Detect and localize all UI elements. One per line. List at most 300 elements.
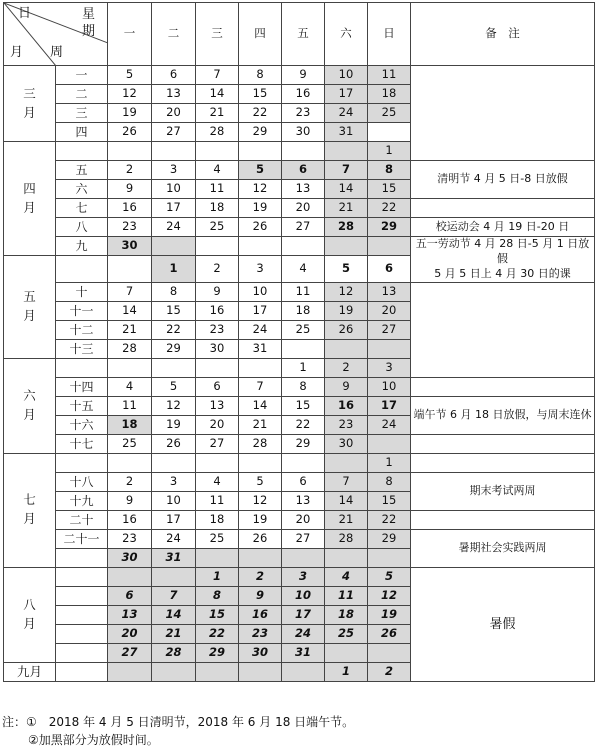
week-number — [56, 548, 108, 567]
day-cell: 7 — [108, 282, 152, 301]
day-cell: 27 — [152, 123, 196, 142]
corner-ri: 日 — [18, 6, 32, 21]
calendar-row — [4, 282, 595, 301]
day-cell: 12 — [239, 180, 282, 199]
day-cell: 25 — [368, 104, 411, 123]
day-cell: 9 — [196, 282, 239, 301]
day-cell: 6 — [108, 586, 152, 605]
day-cell — [368, 434, 411, 453]
day-cell: 10 — [152, 180, 196, 199]
day-cell: 26 — [368, 624, 411, 643]
day-cell — [239, 237, 282, 256]
remark-empty — [411, 377, 595, 396]
day-cell: 21 — [152, 624, 196, 643]
day-cell: 15 — [196, 605, 239, 624]
weekday-header: 五 — [282, 3, 325, 66]
week-number: 五 — [56, 161, 108, 180]
day-cell — [108, 142, 152, 161]
day-cell: 30 — [325, 434, 368, 453]
week-number: 十四 — [56, 377, 108, 396]
day-cell — [108, 256, 152, 283]
day-cell: 24 — [152, 218, 196, 237]
day-cell: 18 — [196, 199, 239, 218]
remark-empty — [411, 434, 595, 453]
day-cell: 10 — [239, 282, 282, 301]
day-cell — [325, 643, 368, 662]
month-label: 九月 — [4, 662, 56, 682]
day-cell: 24 — [239, 320, 282, 339]
day-cell — [196, 662, 239, 682]
month-label: 三 月 — [4, 66, 56, 142]
day-cell: 11 — [196, 491, 239, 510]
day-cell: 15 — [282, 396, 325, 415]
remark-labor: 五一劳动节 4 月 28 日-5 月 1 日放假 5 月 5 日上 4 月 30 日的课 — [411, 237, 595, 283]
day-cell: 28 — [325, 529, 368, 548]
week-number — [56, 605, 108, 624]
day-cell: 23 — [108, 529, 152, 548]
day-cell: 3 — [152, 472, 196, 491]
week-number: 一 — [56, 66, 108, 85]
day-cell: 4 — [108, 377, 152, 396]
day-cell: 6 — [196, 377, 239, 396]
remark-dragon: 端午节 6 月 18 日放假，与周末连休 — [411, 396, 595, 434]
weekday-header: 日 — [368, 3, 411, 66]
remark-summer: 暑假 — [411, 567, 595, 682]
day-cell: 23 — [239, 624, 282, 643]
weekday-header: 三 — [196, 3, 239, 66]
day-cell: 28 — [196, 123, 239, 142]
day-cell: 25 — [196, 529, 239, 548]
day-cell: 30 — [108, 548, 152, 567]
day-cell: 13 — [368, 282, 411, 301]
day-cell: 27 — [282, 529, 325, 548]
day-cell: 9 — [108, 180, 152, 199]
calendar-row — [4, 66, 595, 85]
remark-empty — [411, 199, 595, 218]
day-cell: 17 — [152, 510, 196, 529]
remark-practice: 暑期社会实践两周 — [411, 529, 595, 567]
day-cell — [152, 453, 196, 472]
day-cell: 2 — [368, 662, 411, 682]
corner-xing: 星 — [82, 7, 96, 22]
day-cell: 21 — [239, 415, 282, 434]
day-cell: 26 — [239, 218, 282, 237]
day-cell: 8 — [152, 282, 196, 301]
day-cell: 15 — [368, 491, 411, 510]
day-cell: 5 — [368, 567, 411, 586]
day-cell — [108, 453, 152, 472]
day-cell: 5 — [108, 66, 152, 85]
day-cell: 25 — [196, 218, 239, 237]
remark-empty — [411, 510, 595, 529]
day-cell: 5 — [325, 256, 368, 283]
day-cell — [325, 548, 368, 567]
day-cell: 21 — [108, 320, 152, 339]
calendar-row — [4, 218, 595, 237]
day-cell: 26 — [152, 434, 196, 453]
calendar-row — [4, 510, 595, 529]
day-cell — [239, 358, 282, 377]
day-cell — [239, 453, 282, 472]
week-number: 六 — [56, 180, 108, 199]
day-cell: 6 — [282, 472, 325, 491]
day-cell: 13 — [196, 396, 239, 415]
day-cell: 19 — [239, 199, 282, 218]
day-cell: 23 — [108, 218, 152, 237]
week-number: 九 — [56, 237, 108, 256]
day-cell: 20 — [108, 624, 152, 643]
school-calendar-table — [3, 2, 595, 682]
day-cell: 1 — [152, 256, 196, 283]
day-cell: 17 — [325, 85, 368, 104]
day-cell: 20 — [282, 510, 325, 529]
day-cell: 16 — [108, 199, 152, 218]
day-cell: 10 — [368, 377, 411, 396]
day-cell — [196, 453, 239, 472]
day-cell — [368, 548, 411, 567]
day-cell: 16 — [239, 605, 282, 624]
day-cell: 5 — [239, 472, 282, 491]
day-cell: 31 — [325, 123, 368, 142]
week-number: 三 — [56, 104, 108, 123]
day-cell: 17 — [239, 301, 282, 320]
remark-empty — [411, 66, 595, 161]
day-cell: 13 — [108, 605, 152, 624]
day-cell — [108, 567, 152, 586]
week-number: 十五 — [56, 396, 108, 415]
remark-sports: 校运动会 4 月 19 日-20 日 — [411, 218, 595, 237]
week-number: 十七 — [56, 434, 108, 453]
day-cell: 24 — [282, 624, 325, 643]
day-cell: 2 — [239, 567, 282, 586]
day-cell: 24 — [368, 415, 411, 434]
day-cell: 2 — [108, 472, 152, 491]
day-cell: 4 — [196, 472, 239, 491]
day-cell — [282, 453, 325, 472]
day-cell: 15 — [239, 85, 282, 104]
day-cell: 12 — [239, 491, 282, 510]
day-cell: 30 — [282, 123, 325, 142]
footnote-1: 注：① 2018 年 4 月 5 日清明节，2018 年 6 月 18 日端午节。 — [2, 715, 355, 729]
day-cell: 22 — [368, 510, 411, 529]
day-cell: 27 — [368, 320, 411, 339]
day-cell: 3 — [368, 358, 411, 377]
day-cell — [325, 142, 368, 161]
day-cell: 20 — [152, 104, 196, 123]
calendar-row — [4, 237, 595, 256]
calendar-row — [4, 161, 595, 180]
day-cell: 7 — [239, 377, 282, 396]
day-cell: 18 — [368, 85, 411, 104]
day-cell: 21 — [325, 199, 368, 218]
day-cell — [239, 548, 282, 567]
day-cell: 14 — [325, 180, 368, 199]
day-cell: 8 — [368, 161, 411, 180]
day-cell: 9 — [282, 66, 325, 85]
weekday-header: 二 — [152, 3, 196, 66]
day-cell — [152, 142, 196, 161]
day-cell: 15 — [152, 301, 196, 320]
day-cell: 9 — [325, 377, 368, 396]
day-cell: 9 — [108, 491, 152, 510]
week-number — [56, 643, 108, 662]
day-cell: 3 — [282, 567, 325, 586]
day-cell: 3 — [152, 161, 196, 180]
day-cell: 14 — [196, 85, 239, 104]
day-cell: 7 — [325, 161, 368, 180]
day-cell — [282, 142, 325, 161]
month-label: 四 月 — [4, 142, 56, 256]
day-cell: 20 — [196, 415, 239, 434]
day-cell: 4 — [325, 567, 368, 586]
weekday-header: 六 — [325, 3, 368, 66]
day-cell: 14 — [108, 301, 152, 320]
day-cell: 19 — [239, 510, 282, 529]
day-cell — [108, 358, 152, 377]
day-cell: 29 — [152, 339, 196, 358]
week-number: 十 — [56, 282, 108, 301]
day-cell: 8 — [368, 472, 411, 491]
day-cell: 22 — [282, 415, 325, 434]
month-label: 八 月 — [4, 567, 56, 662]
week-number — [56, 142, 108, 161]
calendar-row — [4, 567, 595, 586]
day-cell — [282, 339, 325, 358]
day-cell: 1 — [325, 662, 368, 682]
day-cell: 20 — [282, 199, 325, 218]
month-label: 五 月 — [4, 256, 56, 359]
header-corner — [4, 3, 108, 66]
day-cell: 13 — [152, 85, 196, 104]
day-cell — [239, 142, 282, 161]
day-cell: 12 — [368, 586, 411, 605]
day-cell — [368, 339, 411, 358]
week-number: 十八 — [56, 472, 108, 491]
corner-zhou: 周 — [50, 45, 64, 60]
week-number — [56, 662, 108, 682]
day-cell — [325, 453, 368, 472]
day-cell: 5 — [239, 161, 282, 180]
day-cell — [282, 662, 325, 682]
day-cell: 29 — [368, 218, 411, 237]
day-cell: 18 — [196, 510, 239, 529]
day-cell: 25 — [282, 320, 325, 339]
day-cell: 6 — [368, 256, 411, 283]
calendar-row — [4, 377, 595, 396]
day-cell: 30 — [108, 237, 152, 256]
day-cell — [282, 548, 325, 567]
month-label: 七 月 — [4, 453, 56, 567]
day-cell: 21 — [325, 510, 368, 529]
day-cell: 8 — [282, 377, 325, 396]
day-cell — [239, 662, 282, 682]
week-number — [56, 358, 108, 377]
remark-empty — [411, 453, 595, 472]
day-cell: 8 — [196, 586, 239, 605]
day-cell: 2 — [325, 358, 368, 377]
day-cell: 17 — [152, 199, 196, 218]
week-number — [56, 624, 108, 643]
day-cell: 11 — [325, 586, 368, 605]
day-cell: 16 — [325, 396, 368, 415]
day-cell: 29 — [368, 529, 411, 548]
day-cell — [368, 237, 411, 256]
day-cell: 4 — [282, 256, 325, 283]
remark-empty — [411, 282, 595, 377]
day-cell: 17 — [282, 605, 325, 624]
corner-yue: 月 — [10, 45, 24, 60]
day-cell: 14 — [325, 491, 368, 510]
day-cell: 28 — [108, 339, 152, 358]
week-number: 十九 — [56, 491, 108, 510]
day-cell: 19 — [368, 605, 411, 624]
day-cell: 15 — [368, 180, 411, 199]
day-cell: 13 — [282, 491, 325, 510]
day-cell: 12 — [108, 85, 152, 104]
day-cell: 25 — [325, 624, 368, 643]
day-cell: 8 — [239, 66, 282, 85]
corner-qi: 期 — [82, 24, 96, 39]
calendar-row — [4, 453, 595, 472]
week-number: 八 — [56, 218, 108, 237]
day-cell: 14 — [239, 396, 282, 415]
day-cell: 16 — [282, 85, 325, 104]
day-cell: 28 — [152, 643, 196, 662]
week-number: 十三 — [56, 339, 108, 358]
day-cell: 1 — [368, 142, 411, 161]
week-number — [56, 567, 108, 586]
day-cell: 21 — [196, 104, 239, 123]
calendar-row — [4, 529, 595, 548]
day-cell: 18 — [325, 605, 368, 624]
day-cell: 31 — [282, 643, 325, 662]
day-cell: 25 — [108, 434, 152, 453]
week-number: 四 — [56, 123, 108, 142]
day-cell: 11 — [196, 180, 239, 199]
footnote-2: ②加黑部分为放假时间。 — [28, 733, 159, 747]
remark-qingming: 清明节 4 月 5 日-8 日放假 — [411, 161, 595, 199]
day-cell: 6 — [152, 66, 196, 85]
week-number: 二十一 — [56, 529, 108, 548]
day-cell: 2 — [108, 161, 152, 180]
day-cell: 23 — [325, 415, 368, 434]
day-cell — [108, 662, 152, 682]
day-cell: 22 — [152, 320, 196, 339]
day-cell: 12 — [152, 396, 196, 415]
day-cell: 7 — [196, 66, 239, 85]
day-cell: 22 — [239, 104, 282, 123]
day-cell: 20 — [368, 301, 411, 320]
day-cell — [196, 142, 239, 161]
day-cell: 10 — [325, 66, 368, 85]
day-cell: 4 — [196, 161, 239, 180]
day-cell: 31 — [239, 339, 282, 358]
day-cell: 22 — [368, 199, 411, 218]
day-cell: 28 — [239, 434, 282, 453]
day-cell — [152, 358, 196, 377]
calendar-row — [4, 472, 595, 491]
day-cell: 29 — [196, 643, 239, 662]
day-cell: 31 — [152, 548, 196, 567]
week-number — [56, 453, 108, 472]
day-cell: 22 — [196, 624, 239, 643]
day-cell — [196, 358, 239, 377]
remarks-header: 备 注 — [411, 3, 595, 66]
day-cell — [282, 237, 325, 256]
day-cell: 27 — [282, 218, 325, 237]
day-cell: 29 — [239, 123, 282, 142]
day-cell — [152, 662, 196, 682]
day-cell: 23 — [282, 104, 325, 123]
day-cell: 16 — [108, 510, 152, 529]
week-number: 七 — [56, 199, 108, 218]
day-cell: 27 — [108, 643, 152, 662]
day-cell: 10 — [152, 491, 196, 510]
day-cell: 27 — [196, 434, 239, 453]
day-cell — [368, 123, 411, 142]
day-cell: 30 — [196, 339, 239, 358]
day-cell — [152, 237, 196, 256]
day-cell: 26 — [108, 123, 152, 142]
day-cell — [368, 643, 411, 662]
month-label: 六 月 — [4, 358, 56, 453]
day-cell: 6 — [282, 161, 325, 180]
day-cell: 18 — [282, 301, 325, 320]
day-cell: 7 — [152, 586, 196, 605]
day-cell: 28 — [325, 218, 368, 237]
day-cell: 23 — [196, 320, 239, 339]
day-cell — [325, 237, 368, 256]
day-cell: 29 — [282, 434, 325, 453]
day-cell: 13 — [282, 180, 325, 199]
calendar-row — [4, 199, 595, 218]
week-number — [56, 256, 108, 283]
calendar-row — [4, 396, 595, 415]
day-cell: 1 — [282, 358, 325, 377]
weekday-header: 一 — [108, 3, 152, 66]
day-cell: 1 — [196, 567, 239, 586]
day-cell: 7 — [325, 472, 368, 491]
week-number: 十一 — [56, 301, 108, 320]
day-cell: 17 — [368, 396, 411, 415]
day-cell: 26 — [239, 529, 282, 548]
weekday-header: 四 — [239, 3, 282, 66]
week-number: 二十 — [56, 510, 108, 529]
week-number: 十二 — [56, 320, 108, 339]
week-number: 十六 — [56, 415, 108, 434]
remark-exam: 期末考试两周 — [411, 472, 595, 510]
day-cell: 19 — [108, 104, 152, 123]
day-cell: 18 — [108, 415, 152, 434]
day-cell: 1 — [368, 453, 411, 472]
day-cell: 5 — [152, 377, 196, 396]
day-cell: 24 — [152, 529, 196, 548]
day-cell: 11 — [368, 66, 411, 85]
day-cell — [196, 548, 239, 567]
calendar-row — [4, 434, 595, 453]
day-cell: 3 — [239, 256, 282, 283]
day-cell — [152, 567, 196, 586]
day-cell: 16 — [196, 301, 239, 320]
day-cell: 14 — [152, 605, 196, 624]
day-cell: 10 — [282, 586, 325, 605]
week-number: 二 — [56, 85, 108, 104]
week-number — [56, 586, 108, 605]
day-cell: 11 — [108, 396, 152, 415]
day-cell — [325, 339, 368, 358]
day-cell: 12 — [325, 282, 368, 301]
day-cell — [196, 237, 239, 256]
